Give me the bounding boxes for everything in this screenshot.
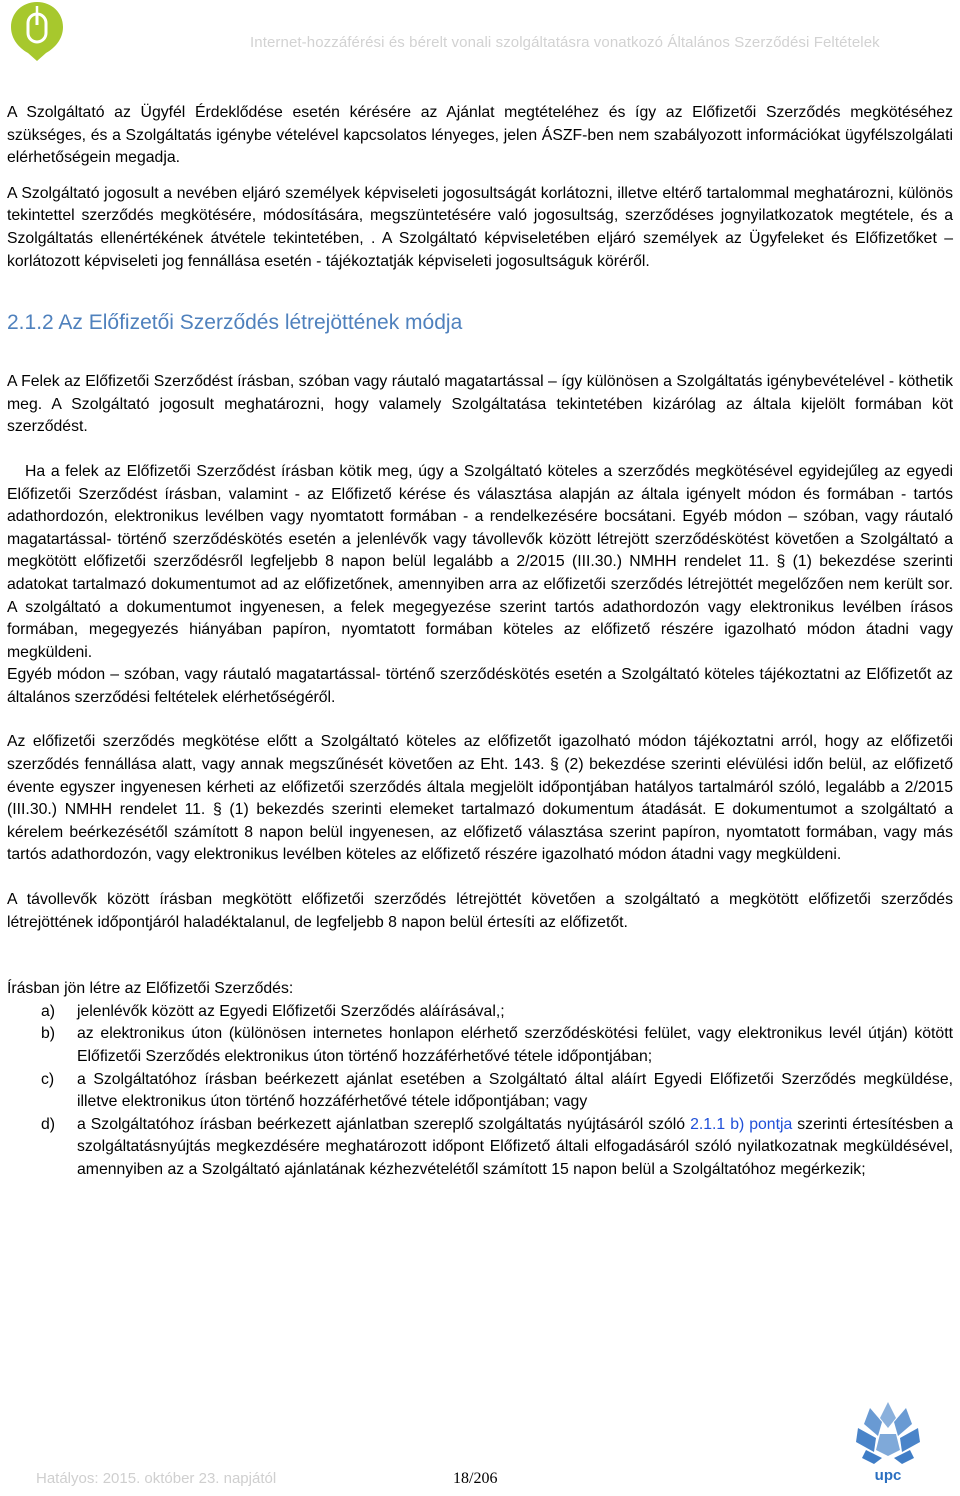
document-body (7, 102, 953, 1182)
header-title: Internet-hozzáférési és bérelt vonali szolgáltatásra vonatkozó Általános Szerződési Feltételek (250, 34, 880, 51)
list-item-text-part: szerinti értesítésben a szolgáltatásnyújtás megkezdésére meghatározott időpont Előfizető általi elfogadásáról szóló nyilatkozatnak megküldésével, amennyiben az a Szolgáltató ajánlatának kézhezvételétől számított 15 napon belül a Szolgáltatóhoz megérkezik; (77, 1115, 954, 1178)
list-item-text: jelenlévők között az Egyedi Előfizetői Szerződés aláírásával,; (77, 1002, 505, 1020)
upc-logo-icon (852, 1398, 924, 1488)
list-marker: c) (41, 1070, 55, 1088)
paragraph-contract-forms: A Felek az Előfizetői Szerződést írásban, szóban vagy ráutaló magatartással – így különösen a Szolgáltatás igénybevételével - köthetik meg. A Szolgáltató jogosult meghatározni, hogy valamely Szolgáltatása tekintetében kizárólag az általa kijelölt formában köt szerződést. (7, 373, 953, 436)
paragraph-distance-contract: A távollevők között írásban megkötött előfizetői szerződés létrejöttét követően a szolgáltató a megkötött előfizetői szerződés létrejöttének időpontjáról haladéktalanul, de legfeljebb 8 napon belül értesíti az előfizetőt. (7, 891, 953, 931)
list-item-text: az elektronikus úton (különösen internetes honlapon elérhető szerződéskötési felület, vagy elektronikus levél útján) kötött Előfizetői Szerződés elektronikus úton történő hozzáférhetővé tétele időpontjában; (77, 1025, 953, 1065)
paragraph-pre-contract-info: Az előfizetői szerződés megkötése előtt a Szolgáltató köteles az előfizetőt igazolható módon tájékoztatni arról, hogy az előfizetői szerződés fennállása alatt, vagy annak megszűnését követően az Eht. 143. § (2) bekezdése szerinti elévülési időn belül, az előfizető évente egyszer ingyenesen kérheti az előfizetői szerződés általa megjelölt időpontjában hatályos tartalmáról szóló, legalább a 2/2015 (III.30.) NMHH rendelet 11. § (1) bekezdés szerinti elemeket tartalmazó dokumentum átadását. E dokumentumot a szolgáltató a kérelem beérkezésétől számított 8 napon belül ingyenesen, az előfizető választása szerint papíron, nyomtatott formában, vagy más tartós adathordozón, vagy elektronikus levélben köteles az előfizető részére igazolható módon átadni vagy megküldeni. (7, 733, 953, 864)
paragraph-other-contract: Egyéb módon – szóban, vagy ráutaló magatartással- történő szerződéskötés esetén a Szolgáltató köteles tájékoztatni az Előfizetőt az általános szerződési feltételek elérhetőségéről. (7, 666, 953, 706)
list-marker: b) (41, 1025, 56, 1043)
list-item (7, 1069, 953, 1114)
section-heading: 2.1.2 Az Előfizetői Szerződés létrejöttének módja (7, 311, 463, 335)
paragraph-info: A Szolgáltató az Ügyfél Érdeklődése esetén kérésére az Ajánlat megtételéhez és így az Előfizetői Szerződés megkötéséhez szükséges, és a Szolgáltatás igénybe vételével kapcsolatos lényeges, jelen ÁSZF-ben nem szabályozott információkat ügyfélszolgálati elérhetőségein megadja. (7, 104, 953, 167)
section-reference-link[interactable]: 2.1.1 b) pontja (690, 1115, 793, 1133)
list-item-text-part: a Szolgáltatóhoz írásban beérkezett ajánlatban szereplő szolgáltatás nyújtásáról szóló (77, 1115, 691, 1133)
mouse-badge-icon (8, 0, 66, 62)
list-marker: a) (41, 1002, 56, 1020)
list-item-text (77, 1116, 953, 1178)
list-item (7, 1023, 953, 1068)
list-intro: Írásban jön létre az Előfizetői Szerződés: (7, 980, 294, 998)
list-item (7, 1001, 953, 1024)
list-item-text: a Szolgáltatóhoz írásban beérkezett ajánlat esetében a Szolgáltató által aláírt Egyedi Előfizetői Szerződés megküldése, illetve elektronikus úton történő hozzáférhetővé tétele időpontjában; vagy (77, 1070, 953, 1111)
list-marker: d) (41, 1115, 56, 1133)
contract-conditions-list (7, 1001, 953, 1182)
footer-effective-date: Hatályos: 2015. október 23. napjától (36, 1470, 277, 1487)
paragraph-written-contract: Ha a felek az Előfizetői Szerződést írásban kötik meg, úgy a Szolgáltató köteles a szerződés megkötésével egyidejűleg az egyedi Előfizetői Szerződést írásban, valamint - az Előfizető kérése és választása alapján az általa igényelt módon és formában - tartós adathordozón, elektronikus levélben vagy nyomtatott formában - a rendelkezésére bocsátani. Egyéb módon – szóban, vagy ráutaló magatartással- történő szerződéskötés esetén a jelenlévők vagy távollevők között létrejött szerződéskötést követően a Szolgáltató a megkötött előfizetői szerződésről legfeljebb 8 napon belül legalább a 2/2015 (III.30.) NMHH rendelet 11. § (1) bekezdése szerinti adatokat tartalmazó dokumentumot ad az előfizetőnek, amennyiben arra az előfizetői szerződés létrejöttét megelőzően nem került sor. A szolgáltató a dokumentumot ingyenesen, a felek megegyezése szerint tartós adathordozón vagy elektronikus levélben írásos formában, megegyezés hiányában papíron, nyomtatott formában köteles az előfizető részére igazolható módon átadni vagy megküldeni. (7, 462, 953, 661)
paragraph-representation: A Szolgáltató jogosult a nevében eljáró személyek képviseleti jogosultságát korlátozni, illetve eltérő tartalommal meghatározni, különös tekintettel szerződés megkötésére, módosítására, megszüntetésére való jogosultság, szerződéses jognyilatkozatok megtétele, és a Szolgáltatás ellenértékének átvétele tekintetében, . A Szolgáltató képviseletében eljáró személyek az Ügyfeleket és Előfizetőket – korlátozott képviseleti jog fennállása esetén - tájékoztatják képviseleti jogosultságuk köréről. (7, 184, 953, 270)
list-item (7, 1114, 953, 1182)
page-number: 18/206 (453, 1470, 498, 1487)
upc-logo-text: upc (874, 1467, 902, 1484)
